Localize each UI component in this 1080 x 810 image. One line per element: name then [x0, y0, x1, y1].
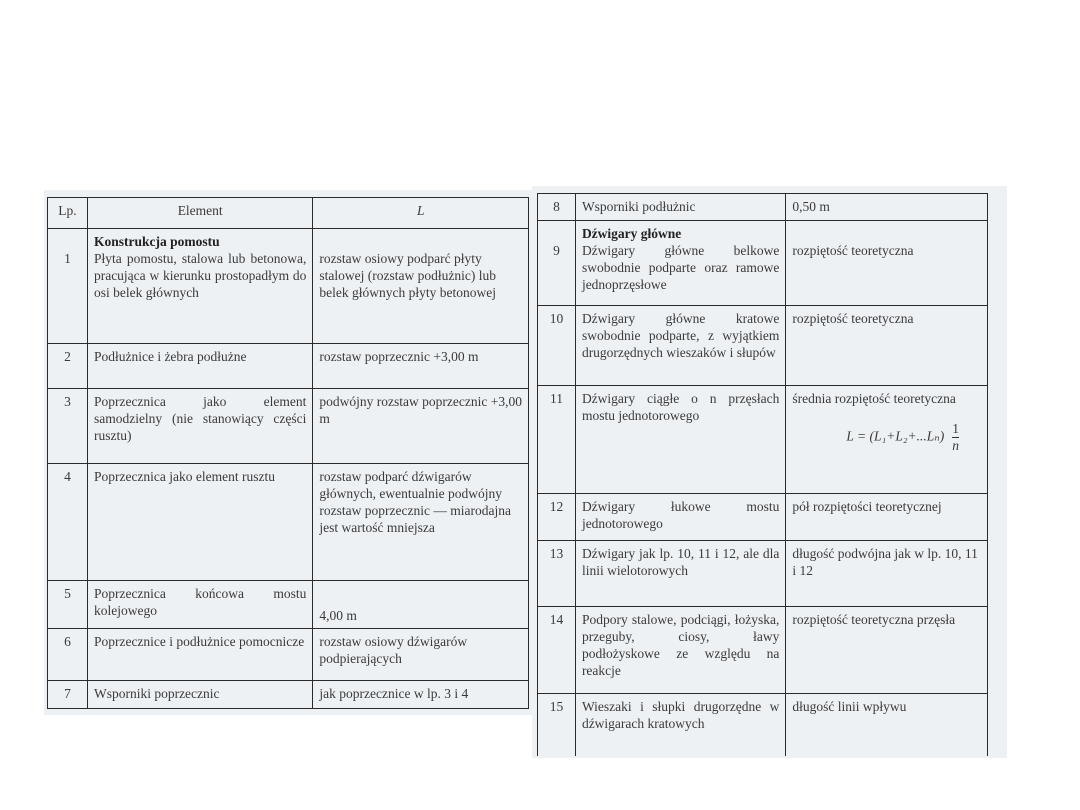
length-cell [313, 581, 529, 629]
element-text: Wieszaki i słupki drugorzędne w dźwigarach kratowych [581, 699, 780, 731]
length-cell [786, 494, 988, 541]
formula-denominator: n [952, 438, 959, 453]
row-number-text: 12 [549, 499, 564, 514]
length-text: średnia rozpiętość teoretyczna [792, 391, 956, 406]
section-heading: Konstrukcja pomostu [93, 234, 220, 249]
length-cell [786, 541, 988, 607]
row-number [538, 541, 576, 607]
row-number-text: 5 [64, 586, 71, 601]
element-cell [575, 306, 785, 386]
formula-expression: L = (L₁+L₂+...Lₙ) [846, 428, 945, 444]
element-cell [87, 229, 312, 344]
row-number-text: 10 [549, 311, 564, 326]
row-number-text: 4 [64, 469, 71, 484]
header-l: L [313, 198, 529, 229]
element-text: Poprzecznice i podłużnice pomocnicze [93, 634, 305, 649]
element-cell [575, 194, 785, 221]
table-row [538, 494, 988, 541]
element-text: Podłużnice i żebra podłużne [93, 349, 247, 364]
row-number [538, 607, 576, 694]
length-text: rozpiętość teoretyczna [792, 243, 914, 258]
formula-numerator: 1 [952, 421, 959, 436]
element-text: Płyta pomostu, stalowa lub betonowa, pracująca w kierunku prostopadłym do osi belek głównych [93, 251, 307, 300]
length-text: długość linii wpływu [792, 699, 907, 714]
element-cell [87, 464, 312, 581]
length-cell [313, 629, 529, 681]
table-row [538, 221, 988, 306]
row-number [48, 389, 88, 464]
element-cell [87, 581, 312, 629]
length-cell [313, 464, 529, 581]
row-number-text: 2 [64, 349, 71, 364]
length-cell [786, 221, 988, 306]
row-number [48, 464, 88, 581]
element-text: Dźwigary główne belkowe swobodnie podparte oraz ramowe jednoprzęsłowe [581, 243, 780, 292]
element-cell [575, 694, 785, 756]
row-number [538, 694, 576, 756]
header-element: Element [87, 198, 312, 229]
table-row [538, 194, 988, 221]
row-number-text: 9 [553, 243, 560, 258]
table-row [48, 681, 529, 709]
element-text: Podpory stalowe, podciągi, łożyska, przeguby, ciosy, ławy podłożyskowe ze względu na reakcje [581, 612, 780, 678]
row-number-text: 6 [64, 634, 71, 649]
row-number-text: 1 [64, 251, 71, 266]
length-text: podwójny rozstaw poprzecznic +3,00 m [319, 394, 522, 426]
length-cell [786, 607, 988, 694]
length-text: rozstaw osiowy podparć płyty stalowej (rozstaw podłużnic) lub belek głównych płyty betonowej [319, 251, 497, 300]
element-text: Wsporniki poprzecznic [93, 686, 220, 701]
element-text: Dźwigary łukowe mostu jednotorowego [581, 499, 780, 531]
row-number [48, 581, 88, 629]
formula [792, 421, 981, 454]
row-number-text: 14 [549, 612, 564, 627]
length-cell [313, 389, 529, 464]
table-row [48, 581, 529, 629]
row-number [538, 494, 576, 541]
element-cell [575, 221, 785, 306]
table-row [48, 464, 529, 581]
element-cell [575, 607, 785, 694]
table-row [538, 607, 988, 694]
table-row [538, 386, 988, 494]
length-cell [786, 306, 988, 386]
element-cell [575, 494, 785, 541]
length-cell [313, 344, 529, 389]
length-text: pół rozpiętości teoretycznej [792, 499, 942, 514]
row-number-text: 11 [549, 391, 563, 406]
length-text: 0,50 m [792, 199, 830, 214]
length-cell [313, 681, 529, 709]
length-cell [786, 194, 988, 221]
length-cell [786, 386, 988, 494]
row-number [538, 194, 576, 221]
table-row [48, 629, 529, 681]
length-text: jak poprzecznice w lp. 3 i 4 [319, 686, 469, 701]
element-cell [87, 681, 312, 709]
row-number [48, 629, 88, 681]
left-table [47, 197, 529, 709]
length-text: rozstaw poprzecznic +3,00 m [319, 349, 479, 364]
element-cell [575, 541, 785, 607]
row-number [48, 229, 88, 344]
row-number [48, 344, 88, 389]
element-text: Poprzecznica jako element samodzielny (nie stanowiący części rusztu) [93, 394, 307, 443]
row-number [538, 306, 576, 386]
length-text: długość podwójna jak w lp. 10, 11 i 12 [792, 546, 978, 578]
element-cell [87, 389, 312, 464]
length-text: rozstaw podparć dźwigarów głównych, ewentualnie podwójny rozstaw poprzecznic — miarodajna jest wartość mniejsza [319, 469, 511, 535]
element-text: Dźwigary ciągłe o n przęsłach mostu jednotorowego [581, 391, 780, 423]
element-text: Poprzecznica jako element rusztu [93, 469, 275, 484]
element-text: Wsporniki podłużnic [581, 199, 696, 214]
row-number-text: 7 [64, 686, 71, 701]
table-row [538, 306, 988, 386]
length-text: rozstaw osiowy dźwigarów podpierających [319, 634, 468, 666]
length-text: 4,00 m [319, 608, 357, 623]
length-text: rozpiętość teoretyczna przęsła [792, 612, 956, 627]
element-text: Dźwigary jak lp. 10, 11 i 12, ale dla linii wielotorowych [581, 546, 780, 578]
length-cell [313, 229, 529, 344]
element-cell [87, 629, 312, 681]
row-number-text: 13 [549, 546, 564, 561]
table-row [538, 694, 988, 756]
row-number [538, 221, 576, 306]
element-text: Dźwigary główne kratowe swobodnie podparte, z wyjątkiem drugorzędnych wieszaków i słupów [581, 311, 780, 360]
length-cell [786, 694, 988, 756]
formula-fraction [952, 421, 959, 454]
table-row [538, 541, 988, 607]
table-row [48, 344, 529, 389]
header-row [48, 198, 529, 229]
row-number-text: 8 [553, 199, 560, 214]
element-cell [87, 344, 312, 389]
section-heading: Dźwigary główne [581, 226, 682, 241]
table-row [48, 389, 529, 464]
right-table [537, 193, 988, 756]
element-text: Poprzecznica końcowa mostu kolejowego [93, 586, 307, 618]
row-number [48, 681, 88, 709]
row-number-text: 3 [64, 394, 71, 409]
length-text: rozpiętość teoretyczna [792, 311, 914, 326]
row-number-text: 15 [549, 699, 564, 714]
table-row [48, 229, 529, 344]
element-cell [575, 386, 785, 494]
header-lp: Lp. [48, 198, 88, 229]
row-number [538, 386, 576, 494]
